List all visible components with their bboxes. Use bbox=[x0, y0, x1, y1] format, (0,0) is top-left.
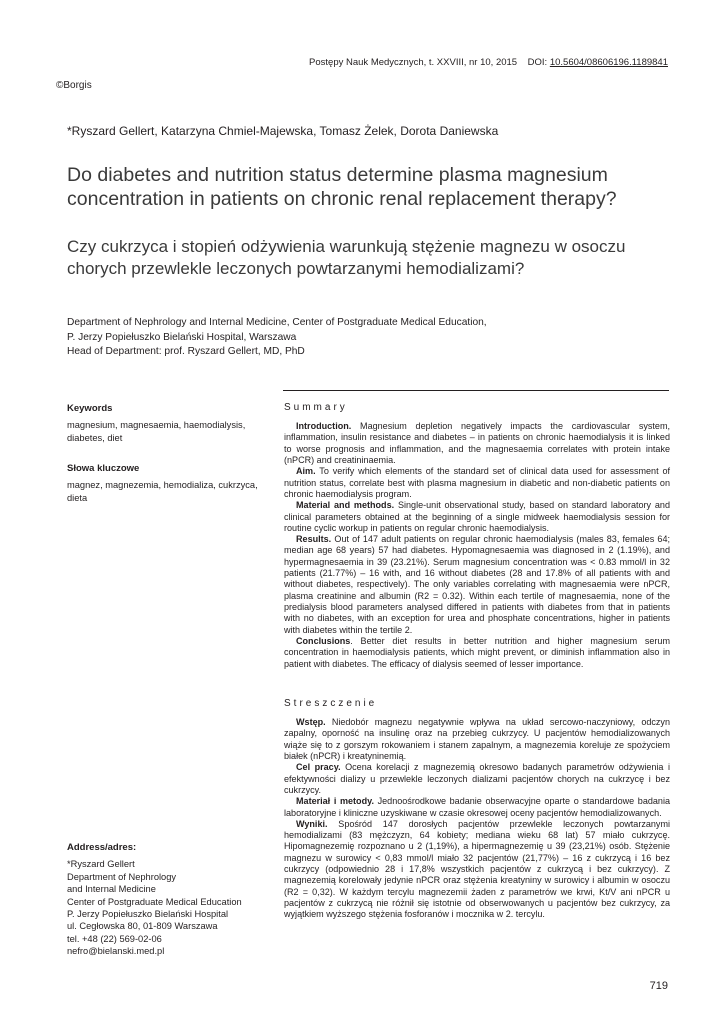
slowa-kluczowe-heading: Słowa kluczowe bbox=[67, 463, 140, 474]
slowa-kluczowe-block bbox=[67, 463, 272, 504]
address-line: P. Jerzy Popiełuszko Bielański Hospital bbox=[67, 909, 229, 920]
keywords-text: magnesium, magnesaemia, haemodialysis, diabetes, diet bbox=[67, 420, 246, 443]
address-line: tel. +48 (22) 569-02-06 bbox=[67, 933, 162, 944]
doi-label: DOI: bbox=[527, 57, 550, 68]
authors: *Ryszard Gellert, Katarzyna Chmiel-Majewska, Tomasz Żelek, Dorota Daniewska bbox=[67, 124, 499, 138]
email-link[interactable]: nefro@bielanski.med.pl bbox=[67, 946, 165, 957]
affiliation-line: Head of Department: prof. Ryszard Gellert, MD, PhD bbox=[67, 346, 305, 357]
keywords-heading: Keywords bbox=[67, 403, 113, 414]
summary-paragraph: Material and methods. Single-unit observational study, based on standard laboratory and clinical parameters obtained at the beginning of a single midweek haemodialysis session for routine cyclic workup in patients on regular chronic haemodialysis. bbox=[284, 500, 670, 533]
running-header bbox=[309, 57, 668, 68]
title-english: Do diabetes and nutrition status determine plasma magnesium concentration in patients on chronic renal replacement therapy? bbox=[67, 164, 617, 210]
page-number: 719 bbox=[649, 980, 668, 992]
slowa-kluczowe-text: magnez, magnezemia, hemodializa, cukrzyca, dieta bbox=[67, 480, 258, 503]
streszczenie-paragraph: Wstęp. Niedobór magnezu negatywnie wpływa na układ sercowo-naczyniowy, odczyn zapalny, oporność na insulinę oraz na przebieg cukrzycy. U pacjentów hemodializowanych wiąże się to z gorszym rokowaniem i stanem zapalnym, a magnezemia koreluje ze spożyciem białek (nPCR) i kreatyninemią. bbox=[284, 717, 670, 761]
affiliation-line: P. Jerzy Popiełuszko Bielański Hospital, Warszawa bbox=[67, 331, 297, 343]
summary-paragraph: Introduction. Magnesium depletion negatively impacts the cardiovascular system, inflammation, insulin resistance and diabetes – in patients on chronic haemodialysis it is linked to worse prognosis and inflammation, and the magnesaemia correlates with protein intake (nPCR) and creatininaemia. bbox=[284, 421, 670, 465]
summary-paragraph: Aim. To verify which elements of the standard set of clinical data used for assessment of nutrition status, correlate best with plasma magnesium in diabetic and non-diabetic patients on chronic haemodialysis program. bbox=[284, 466, 670, 499]
address-block bbox=[67, 842, 272, 958]
address-line: ul. Cegłowska 80, 01-809 Warszawa bbox=[67, 921, 218, 932]
streszczenie-paragraph: Cel pracy. Ocena korelacji z magnezemią okresowo badanych parametrów odżywienia i efektywności dializy u przewlekle leczonych dializami pacjentów chorych na cukrzycę i bez cukrzycy. bbox=[284, 762, 670, 795]
affiliation-line: Department of Nephrology and Internal Medicine, Center of Postgraduate Medical Education, bbox=[67, 317, 487, 328]
keywords-block bbox=[67, 403, 272, 444]
publisher-mark: ©Borgis bbox=[56, 80, 92, 91]
address-line: *Ryszard Gellert bbox=[67, 859, 135, 870]
summary-paragraph: Results. Out of 147 adult patients on regular chronic haemodialysis (males 83, females 64; median age 68 years) 57 had diabetes. Hypomagnesaemia was diagnosed in 2 (1.19%), and hypermagnesaemia in 39 (23.21%). Serum magnesium concentration was < 0.83 mmol/l in 32 patients (21.77%) – 16 with, and 16 without diabetes (28 and 17.8% of all patients with and without diabetes, respectively). The only variables correlating with magnesaemia were nPCR, plasma creatinine and albumin (R2 = 0.32). Within each tertile of magnesaemia, none of the predialysis blood parameters analysed differed in patients with diabetes from that in patients with no diabetes, with an exception for urea and phosphate concentrations, higher in patients with diabetes within the tertile 2. bbox=[284, 534, 670, 635]
address-line: Department of Nephrology bbox=[67, 871, 177, 882]
summary-heading: Summary bbox=[284, 402, 348, 413]
streszczenie-body bbox=[284, 717, 670, 921]
address-heading: Address/adres: bbox=[67, 842, 137, 853]
title-polish: Czy cukrzyca i stopień odżywienia warunkują stężenie magnezu w osoczu chorych przewlekle leczonych powtarzanymi hemodializami? bbox=[67, 237, 626, 278]
journal-citation: Postępy Nauk Medycznych, t. XXVIII, nr 10, 2015 bbox=[309, 57, 518, 68]
address-line: and Internal Medicine bbox=[67, 884, 156, 895]
summary-paragraph: Conclusions. Better diet results in better nutrition and higher magnesium serum concentration in haemodialysis patients, which might prevent, or diminish inflammation also in patient with diabetes. The efficacy of dialysis seemed of lesser importance. bbox=[284, 635, 670, 669]
doi-link[interactable]: 10.5604/08606196.1189841 bbox=[549, 57, 668, 68]
streszczenie-paragraph: Materiał i metody. Jednoośrodkowe badanie obserwacyjne oparte o standardowe badania laboratoryjne i kliniczne uzyskiwane w czasie okresowej oceny pacjentów hemodializowanych. bbox=[284, 796, 670, 818]
section-divider bbox=[283, 390, 669, 391]
streszczenie-heading: Streszczenie bbox=[284, 698, 378, 709]
address-line: Center of Postgraduate Medical Education bbox=[67, 896, 242, 907]
summary-body bbox=[284, 421, 670, 670]
streszczenie-paragraph: Wyniki. Spośród 147 dorosłych pacjentów przewlekle leczonych powtarzanymi hemodializami (83 mężczyzn, 64 kobiety; mediana wieku 68 lat) 57 miało cukrzycę. Hipomagnezemię rozpoznano u 2 (1,19%), a hipermagnezemię u 39 (23,21%) osób. Stężenie magnezu w surowicy < 0,83 mmol/l miało 32 pacjentów (21,77%) – 16 z cukrzycą i 16 bez cukrzycy (odpowiednio 28 i 17,8% wszystkich pacjentów z cukrzycą i bez cukrzycy). Z magnezemią korelowały jedynie nPCR oraz stężenia kreatyniny w surowicy i albumin w osoczu (R2 = 0,32). W każdym tercylu magnezemii żaden z parametrów we krwi, Kt/V ani nPCR u pacjentów z cukrzycą nie różnił się istotnie od obserwowanych u pacjentów bez cukrzycy, za wyjątkiem wyższego stężenia fosforanów i mocznika w 2. tercylu. bbox=[284, 818, 670, 920]
affiliation bbox=[67, 316, 487, 360]
